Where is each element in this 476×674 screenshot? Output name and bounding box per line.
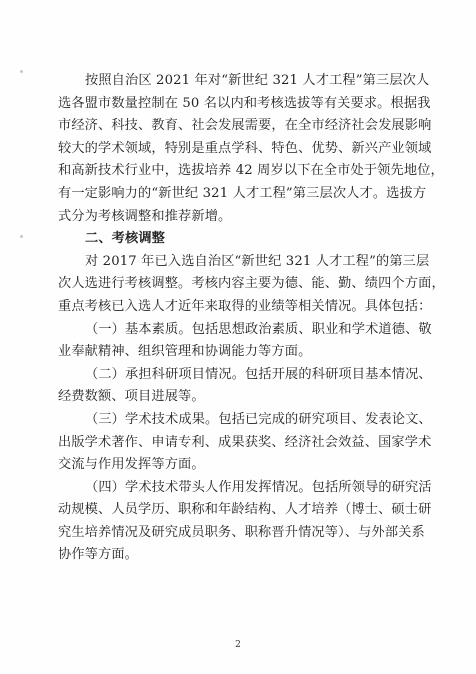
paragraph-line: 选各盟市数量控制在 50 名以内和考核选拔等有关要求。根据我 — [58, 95, 431, 111]
scan-dot-mark — [20, 70, 23, 73]
paragraph-line: 重点考核已入选人才近年来取得的业绩等相关情况。具体包括： — [58, 298, 432, 314]
paragraph-line: （一）基本素质。包括思想政治素质、职业和学术道德、敬 — [85, 321, 432, 337]
section-heading: 二、考核调整 — [85, 231, 166, 247]
paragraph-line: 较大的学术领域，特别是重点学科、特色、优势、新兴产业领域 — [58, 140, 432, 156]
paragraph-line: 市经济、科技、教育、社会发展需要，在全市经济社会发展影响 — [58, 118, 432, 134]
paragraph-line: 业奉献精神、组织管理和协调能力等方面。 — [58, 344, 312, 360]
paragraph-line: 交流与作用发挥等方面。 — [58, 457, 205, 473]
paragraph-line: （三）学术技术成果。包括已完成的研究项目、发表论文、 — [85, 411, 432, 427]
paragraph-line: 协作等方面。 — [58, 547, 139, 563]
paragraph-line: 和高新技术行业中，选拔培养 42 周岁以下在全市处于领先地位， — [58, 163, 444, 179]
paragraph-line: 出版学术著作、申请专利、成果获奖、经济社会效益、国家学术 — [58, 434, 432, 450]
page-number: 2 — [235, 640, 241, 650]
paragraph-line: 究生培养情况及研究成员职务、职称晋升情况等）、与外部关系 — [58, 524, 425, 540]
paragraph-line: 式分为考核调整和推荐新增。 — [58, 208, 232, 224]
document-body — [58, 70, 445, 567]
paragraph-line: （四）学术技术带头人作用发挥情况。包括所领导的研究活 — [85, 479, 432, 495]
paragraph-line: 次人选进行考核调整。考核内容主要为德、能、勤、绩四个方面， — [58, 276, 445, 292]
paragraph-line: 按照自治区 2021 年对“新世纪 321 人才工程”第三层次人 — [85, 73, 430, 88]
paragraph-line: 经费数额、项目进展等。 — [58, 389, 205, 405]
scan-dot-mark — [20, 235, 23, 238]
paragraph-line: （二）承担科研项目情况。包括开展的科研项目基本情况、 — [85, 366, 432, 382]
paragraph-line: 有一定影响力的“新世纪 321 人才工程”第三层次人才。选拔方 — [58, 185, 427, 201]
paragraph-line: 动规模、人员学历、职称和年龄结构、人才培养（博士、硕士研 — [58, 502, 432, 518]
paragraph-line: 对 2017 年已入选自治区“新世纪 321 人才工程”的第三层 — [85, 253, 430, 269]
